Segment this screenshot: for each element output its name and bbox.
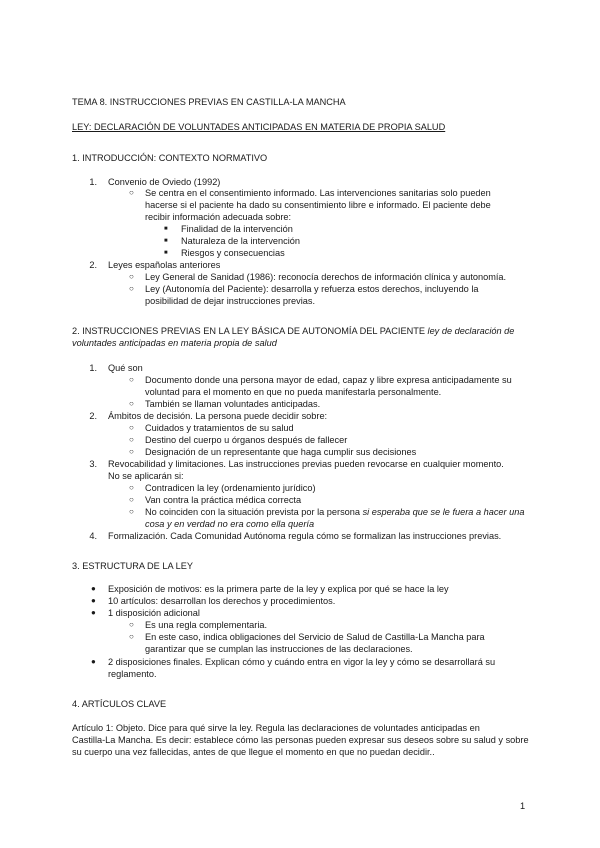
- section-2-heading-italic: ley de declaración de: [427, 326, 515, 336]
- list-item-text: posibilidad de dejar instrucciones previas.: [145, 296, 316, 306]
- list-number: 1.: [89, 177, 97, 187]
- list-number: 1.: [89, 363, 97, 373]
- paragraph-line: Castilla-La Mancha. Es decir: establece cómo las personas pueden expresar sus deseos sobre su salud y sobre: [72, 735, 529, 745]
- list-number: 2.: [89, 411, 97, 421]
- circle-bullet-icon: ○: [129, 423, 134, 432]
- list-item-text: Designación de un representante que haga cumplir sus decisiones: [145, 447, 417, 457]
- page-number: 1: [520, 801, 526, 811]
- list-item-text-italic: cosa y en verdad no era como ella quería: [145, 519, 315, 529]
- circle-bullet-icon: ○: [129, 495, 134, 504]
- circle-bullet-icon: ○: [129, 375, 134, 384]
- list-item-text-part: No coinciden con la situación prevista por la persona: [145, 507, 363, 517]
- document-subtitle: LEY: DECLARACIÓN DE VOLUNTADES ANTICIPADAS EN MATERIA DE PROPIA SALUD: [72, 122, 446, 132]
- list-item-text: recibir información adecuada sobre:: [145, 212, 292, 222]
- document-title: TEMA 8. INSTRUCCIONES PREVIAS EN CASTILLA-LA MANCHA: [72, 97, 346, 107]
- circle-bullet-icon: ○: [129, 272, 134, 281]
- dot-bullet-icon: ●: [91, 657, 96, 666]
- list-item-text: voluntad para el momento en que no pueda manifestarla personalmente.: [145, 387, 442, 397]
- paragraph-line: Artículo 1: Objeto. Dice para qué sirve la ley. Regula las declaraciones de voluntades anticipadas en: [72, 723, 480, 733]
- list-item: 1 disposición adicional: [108, 608, 200, 618]
- circle-bullet-icon: ○: [129, 483, 134, 492]
- list-item-text: Van contra la práctica médica correcta: [145, 495, 302, 505]
- list-item-text: Cuidados y tratamientos de su salud: [145, 423, 294, 433]
- circle-bullet-icon: ○: [129, 620, 134, 629]
- list-item: No se aplicarán si:: [108, 471, 184, 481]
- list-number: 4.: [89, 531, 97, 541]
- section-4-heading: 4. ARTÍCULOS CLAVE: [72, 699, 167, 709]
- list-item-text: Documento donde una persona mayor de edad, capaz y libre expresa anticipadamente su: [145, 375, 512, 385]
- circle-bullet-icon: ○: [129, 284, 134, 293]
- dot-bullet-icon: ●: [91, 596, 96, 605]
- list-item: Convenio de Oviedo (1992): [108, 177, 221, 187]
- circle-bullet-icon: ○: [129, 507, 134, 516]
- list-item-text: Es una regla complementaria.: [145, 620, 268, 630]
- list-item-text: Riesgos y consecuencias: [181, 248, 285, 258]
- list-item-text: Naturaleza de la intervención: [181, 236, 300, 246]
- section-1-heading: 1. INTRODUCCIÓN: CONTEXTO NORMATIVO: [72, 153, 268, 163]
- list-item-text: Contradicen la ley (ordenamiento jurídico): [145, 483, 316, 493]
- section-2-heading: [72, 325, 514, 337]
- list-item: Exposición de motivos: es la primera parte de la ley y explica por qué se hace la ley: [108, 584, 449, 594]
- list-item: Ámbitos de decisión. La persona puede decidir sobre:: [108, 411, 328, 421]
- list-item-text: También se llaman voluntades anticipadas.: [145, 399, 321, 409]
- list-item-text: Finalidad de la intervención: [181, 224, 293, 234]
- circle-bullet-icon: ○: [129, 188, 134, 197]
- list-item-text: garantizar que se cumplan las instrucciones de las declaraciones.: [145, 644, 413, 654]
- dot-bullet-icon: ●: [91, 608, 96, 617]
- list-item: Revocabilidad y limitaciones. Las instrucciones previas pueden revocarse en cualquier momento.: [108, 459, 504, 469]
- list-item-text: Destino del cuerpo u órganos después de fallecer: [145, 435, 348, 445]
- list-number: 3.: [89, 459, 97, 469]
- section-2-heading-text: 2. INSTRUCCIONES PREVIAS EN LA LEY BÁSICA DE AUTONOMÍA DEL PACIENTE: [72, 326, 428, 336]
- dot-bullet-icon: ●: [91, 584, 96, 593]
- list-item: reglamento.: [108, 669, 157, 679]
- circle-bullet-icon: ○: [129, 632, 134, 641]
- circle-bullet-icon: ○: [129, 399, 134, 408]
- list-number: 2.: [89, 260, 97, 270]
- paragraph-line: su cuerpo una vez fallecidas, antes de que llegue el momento en que no puedan decidir..: [72, 747, 435, 757]
- list-item-text: Ley (Autonomía del Paciente): desarrolla y refuerza estos derechos, incluyendo la: [145, 284, 479, 294]
- square-bullet-icon: ■: [164, 250, 168, 256]
- section-3-heading: 3. ESTRUCTURA DE LA LEY: [72, 561, 194, 571]
- list-item-text: hacerse si el paciente ha dado su consentimiento libre e informado. El paciente debe: [145, 200, 491, 210]
- list-item: Leyes españolas anteriores: [108, 260, 221, 270]
- list-item-text-italic: si esperaba que se le fuera a hacer una: [362, 507, 525, 517]
- square-bullet-icon: ■: [164, 226, 168, 232]
- square-bullet-icon: ■: [164, 238, 168, 244]
- list-item: 2 disposiciones finales. Explican cómo y cuándo entra en vigor la ley y cómo se desarrollará su: [108, 657, 496, 667]
- list-item-text: En este caso, indica obligaciones del Servicio de Salud de Castilla-La Mancha para: [145, 632, 485, 642]
- list-item: Formalización. Cada Comunidad Autónoma regula cómo se formalizan las instrucciones previas.: [108, 531, 502, 541]
- list-item: 10 artículos: desarrollan los derechos y procedimientos.: [108, 596, 336, 606]
- list-item-text: Se centra en el consentimiento informado. Las intervenciones sanitarias solo pueden: [145, 188, 491, 198]
- circle-bullet-icon: ○: [129, 447, 134, 456]
- list-item: Qué son: [108, 363, 143, 373]
- circle-bullet-icon: ○: [129, 435, 134, 444]
- list-item-text: Ley General de Sanidad (1986): reconocía derechos de información clínica y autonomía.: [145, 272, 507, 282]
- list-item-text: [145, 506, 524, 518]
- section-2-heading-italic: voluntades anticipadas en materia propia de salud: [72, 338, 277, 348]
